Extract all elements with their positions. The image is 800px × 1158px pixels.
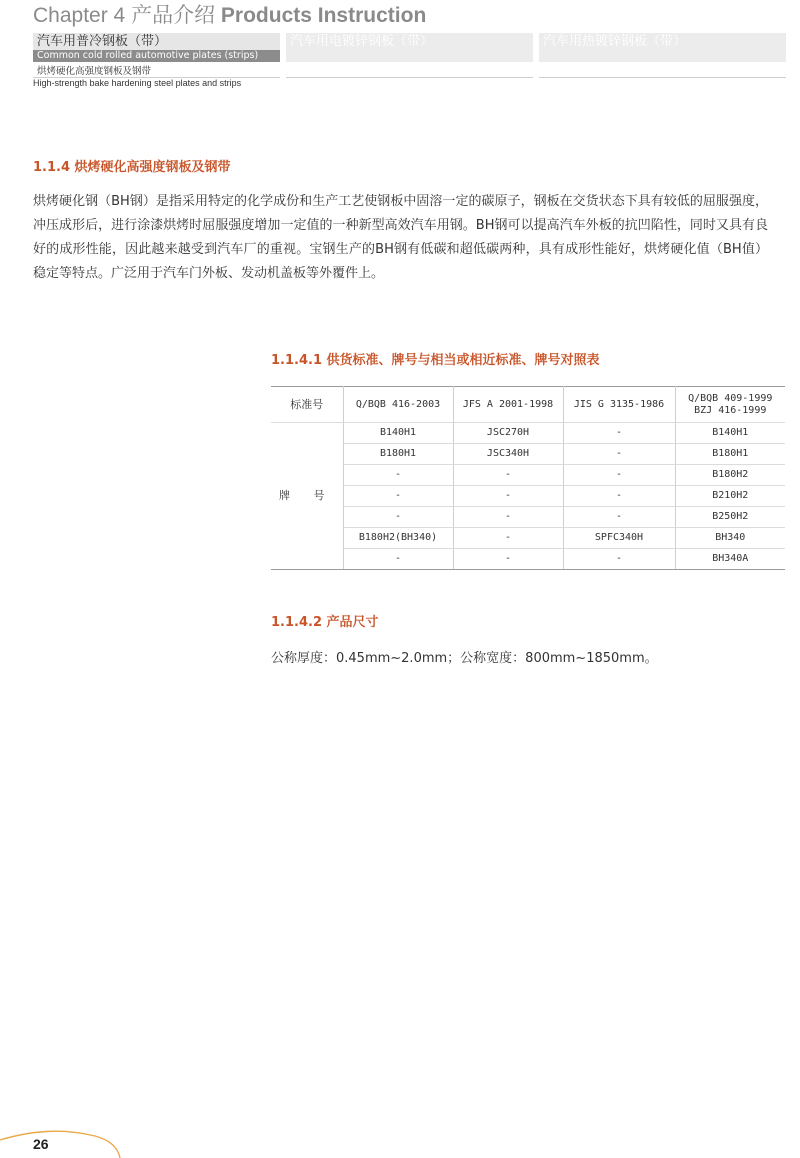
subtitle-cn: 烘烤硬化高强度钢板及钢带 (37, 66, 152, 77)
table-row (271, 507, 785, 528)
table-header-row (271, 387, 785, 423)
grade-group-label: 牌 号 (271, 423, 343, 570)
table-cell: B140H1 (343, 423, 453, 444)
chapter-title (33, 2, 426, 30)
tab-electro-galvanized-block (286, 33, 533, 62)
table-cell: - (453, 465, 563, 486)
tab-divider (539, 77, 786, 78)
table-cell: - (453, 549, 563, 570)
subtitle-en: High-strength bake hardening steel plates and strips (33, 78, 242, 88)
table-row (271, 549, 785, 570)
table-row (271, 444, 785, 465)
header-qbqb416: Q/BQB 416-2003 (343, 387, 453, 423)
table-cell: B210H2 (675, 486, 785, 507)
table-cell: JSC340H (453, 444, 563, 465)
table-cell: - (563, 549, 675, 570)
header-jis: JIS G 3135-1986 (563, 387, 675, 423)
size-heading: 1.1.4.2 产品尺寸 (271, 615, 379, 630)
table-cell: BH340A (675, 549, 785, 570)
table-cell: JSC270H (453, 423, 563, 444)
table-cell: B180H2(BH340) (343, 528, 453, 549)
table-cell: - (343, 507, 453, 528)
intro-paragraph: 烘烤硬化钢（BH钢）是指采用特定的化学成份和生产工艺使钢板中固溶一定的碳原子，钢板在交货状态下具有较低的屈服强度，冲压成形后，进行涂漆烘烤时屈服强度增加一定值的一种新型高效汽车用钢。BH钢可以提高汽车外板的抗凹陷性，同时又具有良好的成形性能，因此越来越受到汽车厂的重视。宝钢生产的BH钢有低碳和超低碳两种，具有成形性能好，烘烤硬化值（BH值）稳定等特点。广泛用于汽车门外板、发动机盖板等外覆件上。 (33, 194, 768, 281)
table-cell: - (343, 549, 453, 570)
table-cell: B180H2 (675, 465, 785, 486)
table-cell: B180H1 (675, 444, 785, 465)
table-cell: - (453, 507, 563, 528)
header-bzj416: BZJ 416-1999 (694, 404, 767, 416)
header-qbqb409-bzj (675, 387, 785, 423)
table-heading: 1.1.4.1 供货标准、牌号与相当或相近标准、牌号对照表 (271, 353, 600, 368)
table-cell: - (563, 444, 675, 465)
size-text: 公称厚度：0.45mm~2.0mm；公称宽度：800mm~1850mm。 (271, 651, 658, 666)
header-jfs: JFS A 2001-1998 (453, 387, 563, 423)
table-cell: B180H1 (343, 444, 453, 465)
table-cell: - (343, 465, 453, 486)
tab-electro-galvanized-cn: 汽车用电镀锌钢板（带） (290, 34, 434, 49)
chapter-label: Chapter 4 (33, 4, 126, 27)
grade-comparison-table (271, 386, 785, 570)
tab-divider (286, 77, 533, 78)
table-cell: - (343, 486, 453, 507)
tab-cold-rolled[interactable] (33, 33, 280, 62)
page-number: 26 (33, 1136, 49, 1152)
section-heading: 1.1.4 烘烤硬化高强度钢板及钢带 (33, 160, 231, 175)
tab-hot-dip-galvanized-block (539, 33, 786, 62)
table-row (271, 423, 785, 444)
tab-hot-dip-galvanized[interactable] (539, 33, 786, 62)
table-cell: - (563, 465, 675, 486)
footer-swoosh (0, 1118, 180, 1158)
table-cell: - (563, 486, 675, 507)
table-cell: - (563, 423, 675, 444)
header-qbqb409: Q/BQB 409-1999 (688, 392, 773, 404)
chapter-cn: 产品介绍 (131, 4, 216, 27)
table-cell: - (563, 507, 675, 528)
table-row (271, 528, 785, 549)
table-cell: B140H1 (675, 423, 785, 444)
table-cell: B250H2 (675, 507, 785, 528)
tab-cold-rolled-en: Common cold rolled automotive plates (strips) (33, 50, 280, 62)
table-cell: BH340 (675, 528, 785, 549)
table-cell: SPFC340H (563, 528, 675, 549)
table-row (271, 465, 785, 486)
header-standard: 标准号 (271, 387, 343, 423)
table-cell: - (453, 528, 563, 549)
chapter-en: Products Instruction (220, 4, 427, 27)
table-cell: - (453, 486, 563, 507)
tab-hot-dip-galvanized-cn: 汽车用热镀锌钢板（带） (543, 34, 687, 49)
table-row (271, 486, 785, 507)
tab-cold-rolled-cn: 汽车用普冷钢板（带） (33, 33, 280, 50)
tab-electro-galvanized[interactable] (286, 33, 533, 62)
